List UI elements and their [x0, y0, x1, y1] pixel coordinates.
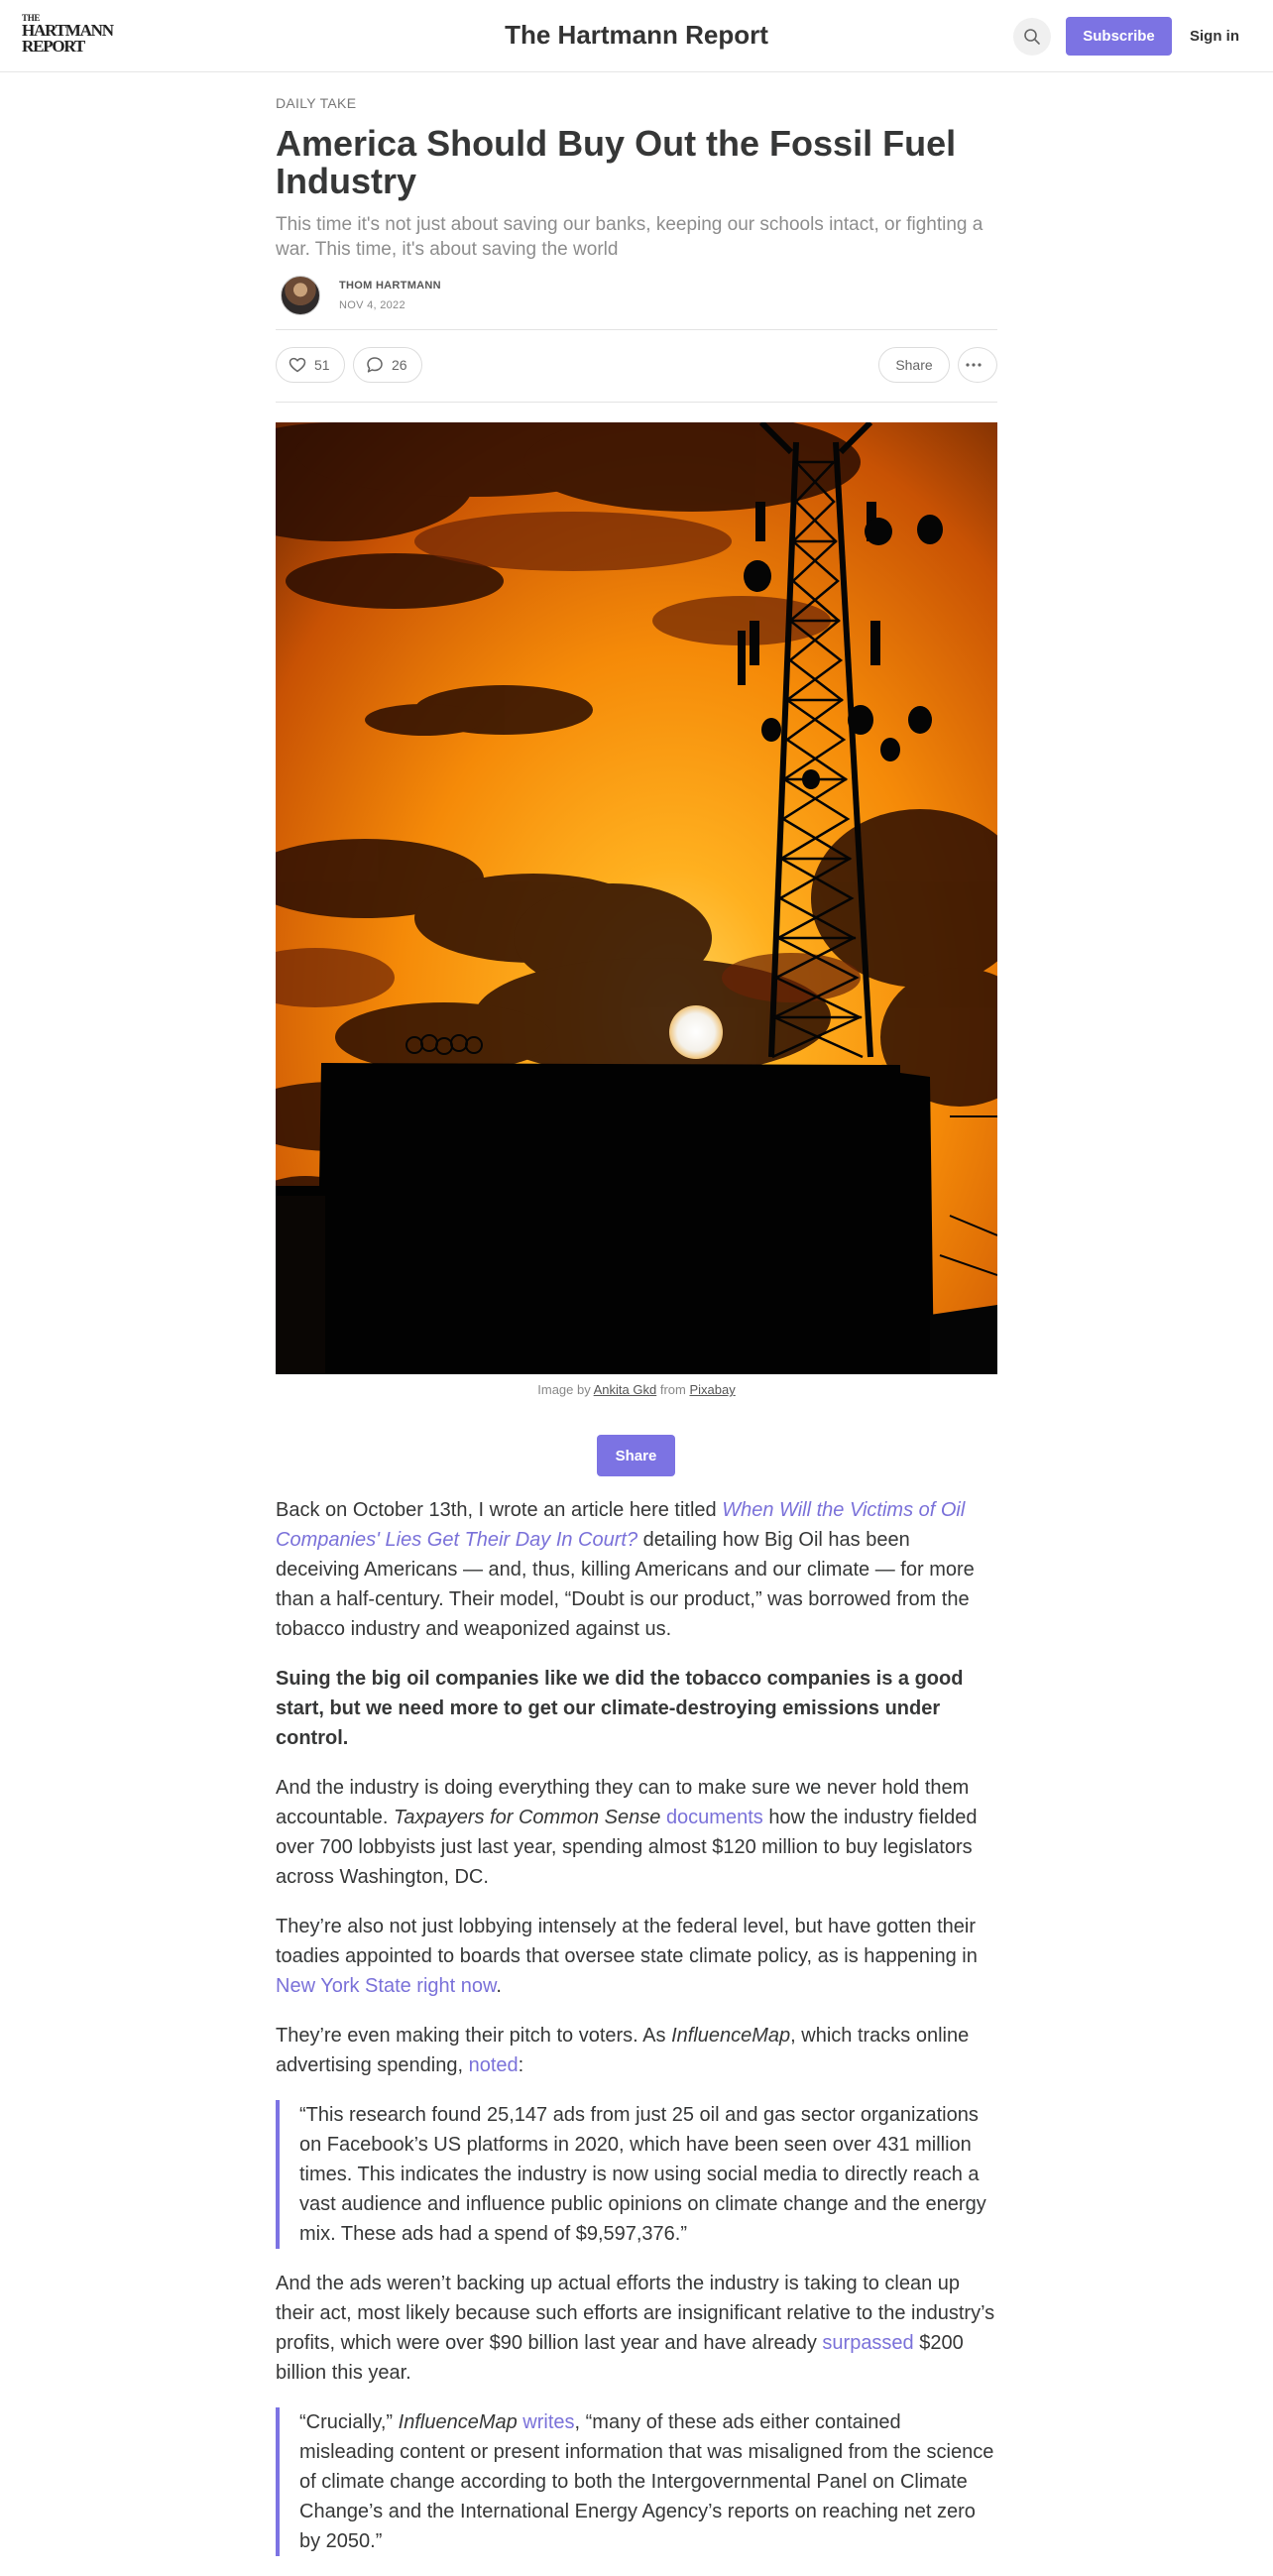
heart-icon — [289, 357, 306, 373]
comment-button[interactable] — [353, 347, 422, 383]
sign-in-button[interactable]: Sign in — [1190, 28, 1239, 45]
text: “Crucially,” — [299, 2411, 399, 2433]
share-pill-button[interactable]: Share — [878, 347, 950, 383]
like-button[interactable] — [276, 347, 345, 383]
surpassed-link[interactable]: surpassed — [822, 2332, 914, 2354]
link-text: When Will the Victims of Oil Companies' Lies Get Their Day In Court? — [276, 1499, 966, 1551]
more-icon — [965, 362, 983, 368]
text: detailing how Big Oil has been deceiving Americans — and, thus, killing Americans and our climate — for more than a half-century. Their model, “Doubt is our product,” was borrowed from the tobacco industry and weaponized against us. — [276, 1529, 975, 1640]
paragraph — [276, 1495, 997, 1644]
quote-text: “This research found 25,147 ads from just 25 oil and gas sector organizations on Facebook’s US platforms in 2020, which have been seen over 431 million times. This indicates the industry is now using social media to directly reach a vast audience and influence public opinions on climate change and the energy mix. These ads had a spend of $9,597,376.” — [299, 2104, 986, 2245]
text: And the industry is doing everything they can to make sure we never hold them accountable. — [276, 1777, 970, 1828]
paragraph — [276, 2021, 997, 2080]
post-subtitle: This time it's not just about saving our banks, keeping our schools intact, or fighting a war. This time, it's about saving the world — [276, 214, 984, 260]
text: how the industry fielded over 700 lobbyists just last year, spending almost $120 million to buy legislators across Washington, DC. — [276, 1807, 978, 1888]
caption-source-link[interactable]: Pixabay — [689, 1382, 736, 1397]
comment-count: 26 — [392, 357, 407, 373]
byline — [276, 274, 997, 329]
quote-paragraph — [299, 2407, 997, 2556]
paragraph — [276, 1773, 997, 1892]
article-body — [276, 1495, 997, 2576]
logo-line-2: HARTMANN — [22, 21, 113, 40]
image-caption — [276, 1382, 997, 1397]
documents-link[interactable]: documents — [665, 1807, 763, 1828]
text: , which tracks online advertising spending, — [276, 2025, 970, 2076]
italic-text: InfluenceMap — [398, 2411, 518, 2433]
caption-author-link[interactable]: Ankita Gkd — [593, 1382, 657, 1397]
paragraph — [276, 1912, 997, 2001]
paragraph — [276, 1664, 997, 1753]
logo-line-3: REPORT — [22, 37, 85, 56]
search-button[interactable] — [1013, 18, 1051, 56]
post-date: NOV 4, 2022 — [339, 299, 405, 311]
logo-line-1: THE — [22, 13, 41, 23]
text: Back on October 13th, I wrote an article here titled — [276, 1499, 723, 1521]
text: They’re also not just lobbying intensely at the federal level, but have gotten their toadies appointed to boards that oversee state climate policy, as is happening in — [276, 1916, 978, 1967]
text: And the ads weren’t backing up actual efforts the industry is taking to clean up their act, most likely because such efforts are insignificant relative to the industry’s profits, which were over $90 billion last year and have already — [276, 2273, 995, 2354]
top-navigation-bar — [0, 0, 1273, 72]
caption-mid: from — [656, 1382, 690, 1397]
writes-link[interactable]: writes — [522, 2411, 575, 2433]
search-icon — [1023, 28, 1041, 46]
site-title[interactable]: The Hartmann Report — [505, 20, 768, 50]
post-header — [276, 95, 997, 403]
italic-text: InfluenceMap — [671, 2025, 791, 2047]
bold-text: Suing the big oil companies like we did the tobacco companies is a good start, but we need more to get our climate-destroying emissions under control. — [276, 1668, 964, 1749]
more-options-button[interactable] — [958, 347, 997, 383]
post-title: America Should Buy Out the Fossil Fuel Industry — [276, 123, 957, 201]
caption-prefix: Image by — [537, 1382, 594, 1397]
like-count: 51 — [314, 357, 330, 373]
italic-text: Taxpayers for Common Sense — [393, 1807, 661, 1828]
text: . — [496, 1975, 502, 1997]
section-label[interactable]: DAILY TAKE — [276, 95, 357, 111]
paragraph — [276, 2269, 997, 2388]
sunset-tower-illustration — [276, 422, 997, 1374]
author-avatar[interactable] — [281, 276, 320, 315]
blockquote — [276, 2407, 997, 2556]
hero-image — [276, 422, 997, 1374]
blockquote — [276, 2100, 997, 2249]
text: $200 billion this year. — [276, 2332, 964, 2384]
text: , “many of these ads either contained misleading content or present information that was misaligned from the science of climate change according to both the Intergovernmental Panel on Climate Change’s and the International Energy Agency’s reports on reaching net zero by 2050.” — [299, 2411, 994, 2552]
text: They’re even making their pitch to voters. As — [276, 2025, 672, 2047]
comment-icon — [366, 356, 384, 374]
new-york-link[interactable]: New York State right now — [276, 1975, 497, 1997]
noted-link[interactable]: noted — [468, 2054, 519, 2076]
post-actions — [276, 329, 997, 403]
author-name[interactable]: THOM HARTMANN — [339, 280, 441, 292]
subscribe-button[interactable]: Subscribe — [1066, 17, 1172, 56]
share-button[interactable]: Share — [597, 1435, 675, 1476]
text: : — [518, 2054, 524, 2076]
